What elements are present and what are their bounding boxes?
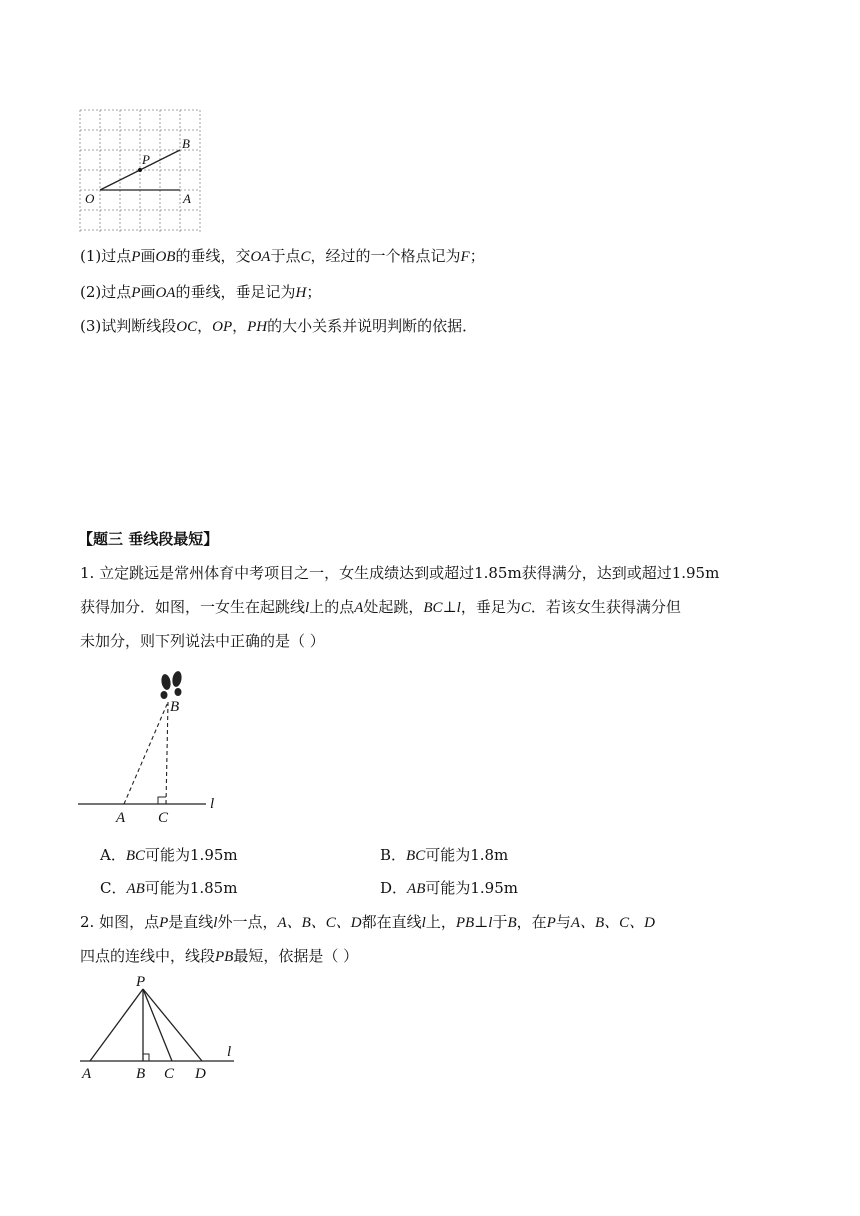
footprints-icon [160, 670, 183, 699]
dashed-ab [124, 702, 168, 804]
label-a: A [116, 810, 126, 826]
part2-line: (2)过点P画OA的垂线，垂足记为H； [80, 283, 322, 301]
right-angle-mark [143, 1054, 149, 1061]
section-heading: 【题三 垂线段最短】 [78, 530, 219, 548]
q2-line2: 四点的连线中，线段PB最短，依据是（ ） [80, 947, 359, 965]
segment-pa [90, 989, 143, 1061]
option-a[interactable]: A．BC可能为1.95m [100, 846, 238, 864]
q1-line3: 未加分，则下列说法中正确的是（ ） [80, 632, 325, 650]
label-p: P [142, 152, 150, 167]
label-c: C [158, 810, 169, 826]
perpendicular-figure [76, 972, 246, 1082]
label-b: B [136, 1066, 146, 1082]
label-b: B [170, 699, 180, 715]
right-angle-mark [158, 797, 166, 804]
option-d[interactable]: D．AB可能为1.95m [380, 879, 518, 897]
label-d: D [195, 1066, 206, 1082]
label-a: A [82, 1066, 92, 1082]
segment-pc [143, 989, 172, 1061]
part1-line: (1)过点P画OB的垂线，交OA于点C，经过的一个格点记为F； [80, 247, 485, 265]
label-o: O [85, 191, 95, 206]
long-jump-figure [76, 664, 226, 830]
part3-line: (3)试判断线段OC，OP，PH的大小关系并说明判断的依据． [80, 317, 478, 335]
segment-pd [143, 989, 202, 1061]
q1-line1: 1. 立定跳远是常州体育中考项目之一，女生成绩达到或超过1.85m获得满分，达到或超过1.95m [80, 564, 720, 582]
option-c[interactable]: C．AB可能为1.85m [100, 879, 238, 897]
point-p [138, 168, 142, 172]
q2-line1: 2. 如图，点P是直线l外一点，A、B、C、D都在直线l上，PB⊥l于B，在P与A、B、C、D [80, 913, 656, 931]
label-c: C [164, 1066, 175, 1082]
option-b[interactable]: B．BC可能为1.8m [380, 846, 509, 864]
q1-line2: 获得加分．如图，一女生在起跳线l上的点A处起跳，BC⊥l，垂足为C．若该女生获得满分但 [80, 598, 681, 616]
label-l: l [227, 1044, 232, 1060]
dashed-bc [166, 702, 168, 804]
label-a: A [183, 191, 191, 206]
grid-figure [78, 108, 206, 236]
label-p: P [136, 974, 146, 990]
label-l: l [210, 796, 215, 812]
label-b: B [182, 136, 190, 151]
